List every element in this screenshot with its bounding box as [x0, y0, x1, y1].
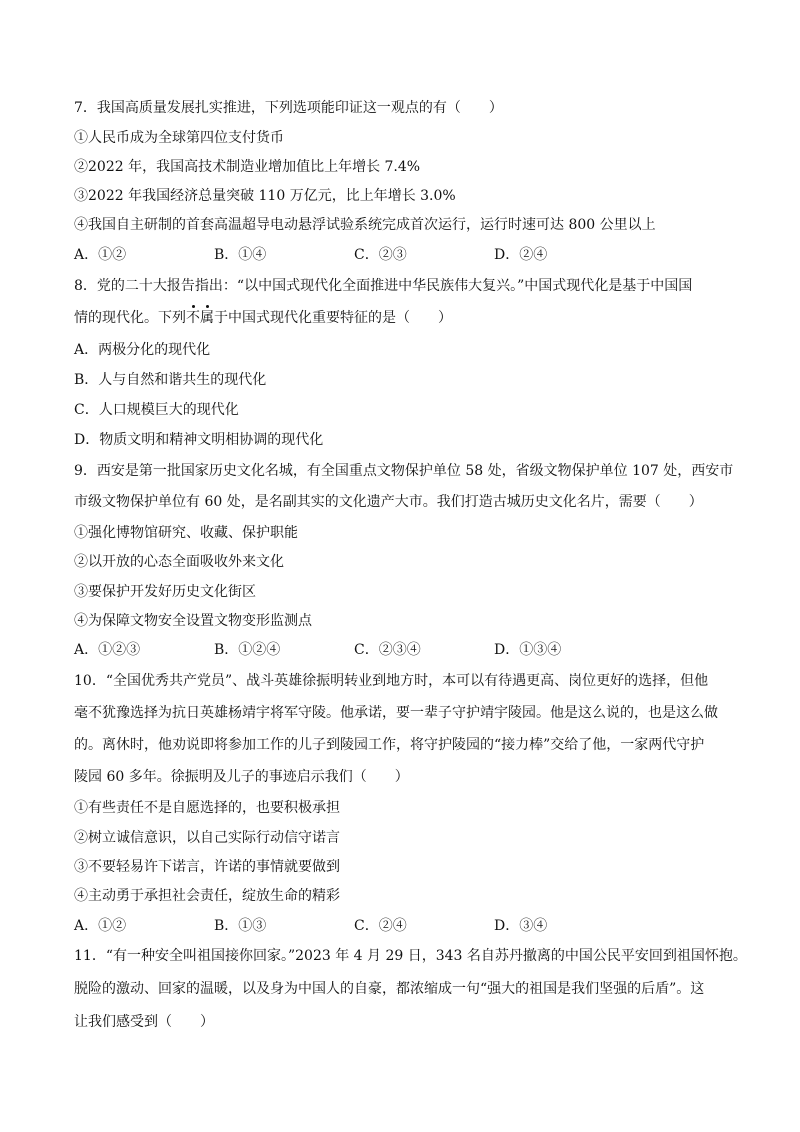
q9-item-3: ③要保护开发好历史文化街区 [74, 584, 256, 600]
q10-option-c[interactable]: C．②④ [354, 918, 407, 934]
q10-item-2: ②树立诚信意识，以自己实际行动信守诺言 [74, 830, 340, 846]
q10-item-4: ④主动勇于承担社会责任，绽放生命的精彩 [74, 888, 340, 904]
q9-option-a[interactable]: A．①②③ [74, 642, 141, 658]
q8-stem-line-1: 8．党的二十大报告指出：“以中国式现代化全面推进中华民族伟大复兴。”中国式现代化是基于中国国 [74, 278, 693, 294]
q10-item-1: ①有些责任不是自愿选择的，也要积极承担 [74, 800, 340, 816]
q10-option-a[interactable]: A．①② [74, 918, 127, 934]
q10-option-d[interactable]: D．③④ [494, 918, 548, 934]
q7-option-b[interactable]: B．①④ [214, 247, 267, 263]
q11-stem-line-2: 脱险的激动、回家的温暖，以及身为中国人的自豪，都浓缩成一句“强大的祖国是我们坚强的后盾”。这 [74, 981, 705, 997]
q7-item-1: ①人民币成为全球第四位支付货币 [74, 130, 284, 146]
q10-stem-line-3: 的。离休时，他劝说即将参加工作的儿子到陵园工作，将守护陵园的“接力棒”交给了他，一家两代守护 [74, 737, 705, 753]
q10-stem-line-4: 陵园 60 多年。徐振明及儿子的事迹启示我们（ ） [74, 769, 409, 785]
q10-option-b[interactable]: B．①③ [214, 918, 267, 934]
q9-option-c[interactable]: C．②③④ [354, 642, 421, 658]
q8-choice-b[interactable]: B．人与自然和谐共生的现代化 [74, 372, 267, 388]
q7-option-a[interactable]: A．①② [74, 247, 127, 263]
q9-item-2: ②以开放的心态全面吸收外来文化 [74, 554, 284, 570]
q8-choice-a[interactable]: A．两极分化的现代化 [74, 342, 211, 358]
q11-stem-line-3: 让我们感受到（ ） [74, 1014, 214, 1030]
q9-stem-line-2: 市级文物保护单位有 60 处，是名副其实的文化遗产大市。我们打造古城历史文化名片，需要（ ） [74, 494, 703, 510]
q7-item-2: ②2022 年，我国高技术制造业增加值比上年增长 7.4% [74, 159, 421, 175]
emphasis-char-1: 不 [186, 310, 200, 326]
q8-choice-c[interactable]: C．人口规模巨大的现代化 [74, 402, 239, 418]
q7-option-c[interactable]: C．②③ [354, 247, 407, 263]
q7-item-3: ③2022 年我国经济总量突破 110 万亿元，比上年增长 3.0% [74, 188, 456, 204]
q8-stem-after: 于中国式现代化重要特征的是（ ） [214, 310, 452, 326]
q8-choice-d[interactable]: D．物质文明和精神文明相协调的现代化 [74, 432, 324, 448]
q9-stem-line-1: 9．西安是第一批国家历史文化名城，有全国重点文物保护单位 58 处，省级文物保护单位 107 处，西安市 [74, 463, 734, 479]
q10-item-3: ③不要轻易许下诺言，许诺的事情就要做到 [74, 859, 340, 875]
q9-item-4: ④为保障文物安全设置文物变形监测点 [74, 613, 312, 629]
q11-stem-line-1: 11．“有一种安全叫祖国接你回家。”2023 年 4 月 29 日，343 名自苏丹撤离的中国公民平安回到祖国怀抱。 [74, 948, 747, 964]
q8-stem-line-2 [74, 308, 452, 328]
q7-item-4: ④我国自主研制的首套高温超导电动悬浮试验系统完成首次运行，运行时速可达 800 公里以上 [74, 217, 656, 233]
q9-item-1: ①强化博物馆研究、收藏、保护职能 [74, 525, 298, 541]
q7-option-d[interactable]: D．②④ [494, 247, 548, 263]
q9-option-d[interactable]: D．①③④ [494, 642, 562, 658]
q9-option-b[interactable]: B．①②④ [214, 642, 281, 658]
q10-stem-line-1: 10．“全国优秀共产党员”、战斗英雄徐振明转业到地方时，本可以有待遇更高、岗位更好的选择，但他 [74, 673, 709, 689]
q8-stem-before: 情的现代化。下列 [74, 310, 186, 326]
q10-stem-line-2: 毫不犹豫选择为抗日英雄杨靖宇将军守陵。他承诺，要一辈子守护靖宇陵园。他是这么说的，也是这么做 [74, 705, 718, 721]
q7-stem: 7．我国高质量发展扎实推进，下列选项能印证这一观点的有（ ） [74, 100, 503, 116]
emphasis-char-2: 属 [200, 310, 214, 326]
